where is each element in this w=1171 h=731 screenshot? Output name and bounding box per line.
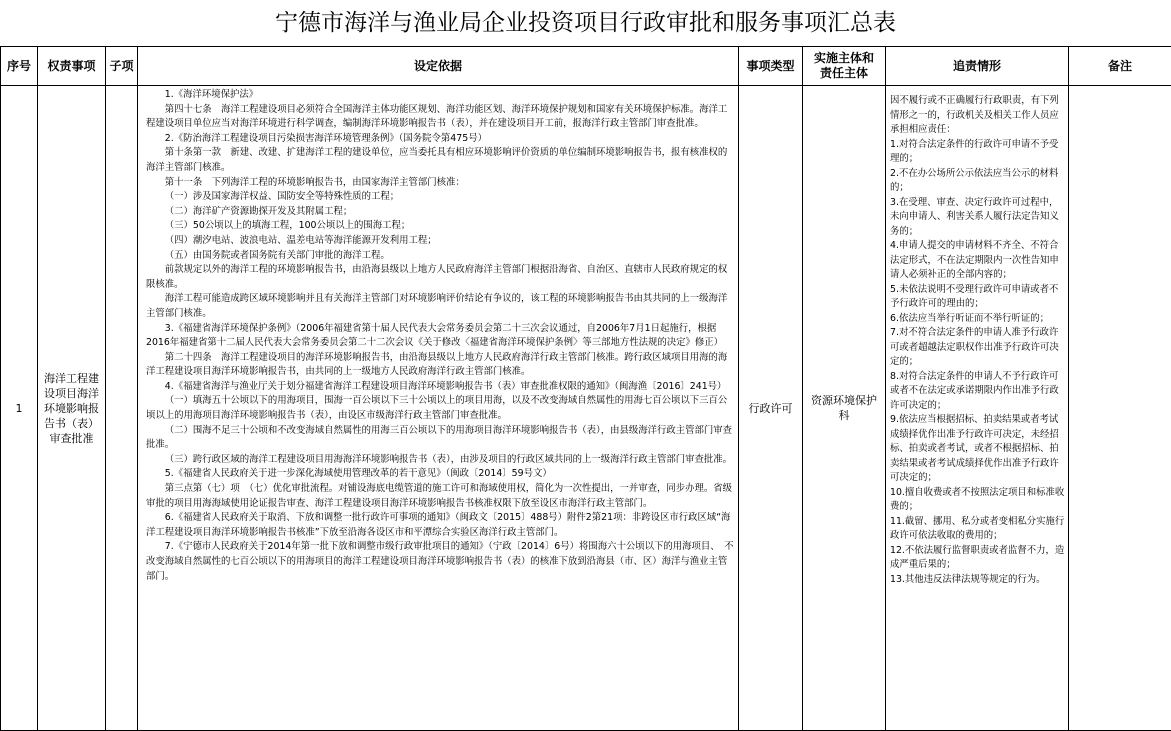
basis-line: （三）50公顷以上的填海工程，100公顷以上的围海工程； bbox=[146, 219, 734, 234]
basis-line: 前款规定以外的海洋工程的环境影响报告书，由沿海县级以上地方人民政府海洋主管部门根据沿海省、自治区、直辖市人民政府规定的权限核准。 bbox=[146, 263, 734, 292]
basis-line: 5.《福建省人民政府关于进一步深化海域使用管理改革的若干意见》（闽政〔2014〕59号文） bbox=[146, 467, 734, 482]
header-type: 事项类型 bbox=[739, 47, 803, 86]
cell-matter: 海洋工程建设项目海洋环境影响报告书（表）审查批准 bbox=[38, 86, 106, 731]
basis-line: 6.《福建省人民政府关于取消、下放和调整一批行政许可事项的通知》（闽政文〔2015〕488号）附件2第21项：非跨设区市行政区域“海洋工程建设项目海洋环境影响报告书核准”下放至沿海各设区市和平潭综合实验区海洋行政主管部门。 bbox=[146, 511, 734, 540]
basis-line: （五）由国务院或者国务院有关部门审批的海洋工程。 bbox=[146, 249, 734, 264]
accountability-line: 9.依法应当根据招标、拍卖结果或者考试成绩择优作出准予行政许可决定，未经招标、拍卖或者考试，或者不根据招标、拍卖结果或者考试成绩择优作出准予行政许可决定的； bbox=[890, 413, 1066, 486]
basis-line: （四）潮汐电站、波浪电站、温差电站等海洋能源开发利用工程； bbox=[146, 234, 734, 249]
accountability-line: 6.依法应当举行听证而不举行听证的； bbox=[890, 312, 1066, 327]
header-accountability: 追责情形 bbox=[886, 47, 1069, 86]
summary-table bbox=[0, 46, 1171, 731]
accountability-line: 因不履行或不正确履行行政职责，有下列情形之一的，行政机关及相关工作人员应承担相应责任： bbox=[890, 94, 1066, 138]
header-basis: 设定依据 bbox=[138, 47, 739, 86]
accountability-line: 11.截留、挪用、私分或者变相私分实施行政许可依法收取的费用的； bbox=[890, 515, 1066, 544]
cell-notes bbox=[1069, 86, 1171, 731]
cell-sub bbox=[106, 86, 138, 731]
basis-line: 第四十七条 海洋工程建设项目必须符合全国海洋主体功能区规划、海洋功能区划、海洋环境保护规划和国家有关环境保护标准。海洋工程建设项目单位应当对海洋环境进行科学调查，编制海洋环境影响报告书（表），并在建设项目开工前，报海洋行政主管部门审查批准。 bbox=[146, 103, 734, 132]
accountability-line: 10.擅自收费或者不按照法定项目和标准收费的； bbox=[890, 486, 1066, 515]
basis-line: （二）海洋矿产资源勘探开发及其附属工程； bbox=[146, 205, 734, 220]
basis-line: 第二十四条 海洋工程建设项目的海洋环境影响报告书，由沿海县级以上地方人民政府海洋行政主管部门核准。跨行政区域项目用海的海洋工程建设项目海洋环境影响报告书，由共同的上一级地方人民政府海洋行政主管部门核准。 bbox=[146, 351, 734, 380]
accountability-line: 7.对不符合法定条件的申请人准予行政许可或者超越法定职权作出准予行政许可决定的； bbox=[890, 326, 1066, 370]
basis-line: 1.《海洋环境保护法》 bbox=[146, 88, 734, 103]
table-row bbox=[1, 86, 1171, 731]
accountability-line: 13.其他违反法律法规等规定的行为。 bbox=[890, 573, 1066, 588]
basis-line: （二）围海不足三十公顷和不改变海域自然属性的用海三百公顷以下的用海项目海洋环境影响报告书（表），由县级海洋行政主管部门审查批准。 bbox=[146, 424, 734, 453]
basis-line: （三）跨行政区域的海洋工程建设项目用海海洋环境影响报告书（表），由涉及项目的行政区域共同的上一级海洋行政主管部门审查批准。 bbox=[146, 453, 734, 468]
header-seq: 序号 bbox=[1, 47, 38, 86]
basis-line: 7.《宁德市人民政府关于2014年第一批下放和调整市级行政审批项目的通知》（宁政〔2014〕6号）将围海六十公顷以下的用海项目、 不改变海域自然属性的七百公顷以下的用海项目的海洋工程建设项目海洋环境影响报告书（表）的核准下放到沿海县（市、区）海洋与渔业主管部门。 bbox=[146, 540, 734, 584]
header-notes: 备注 bbox=[1069, 47, 1171, 86]
accountability-line: 12.不依法履行监督职责或者监督不力，造成严重后果的； bbox=[890, 544, 1066, 573]
accountability-line: 5.未依法说明不受理行政许可申请或者不予行政许可的理由的； bbox=[890, 283, 1066, 312]
basis-line: 海洋工程可能造成跨区域环境影响并且有关海洋主管部门对环境影响评价结论有争议的，该工程的环境影响报告书由其共同的上一级海洋主管部门核准。 bbox=[146, 292, 734, 321]
accountability-line: 4.申请人提交的申请材料不齐全、不符合法定形式，不在法定期限内一次性告知申请人必须补正的全部内容的； bbox=[890, 239, 1066, 283]
basis-line: 4.《福建省海洋与渔业厅关于划分福建省海洋工程建设项目海洋环境影响报告书（表）审查批准权限的通知》（闽海渔〔2016〕241号） bbox=[146, 380, 734, 395]
basis-line: 第十一条 下列海洋工程的环境影响报告书，由国家海洋主管部门核准： bbox=[146, 176, 734, 191]
accountability-line: 3.在受理、审查、决定行政许可过程中，未向申请人、利害关系人履行法定告知义务的； bbox=[890, 196, 1066, 240]
basis-line: （一）填海五十公顷以下的用海项目，围海一百公顷以下三十公顷以上的项目用海，以及不改变海域自然属性的用海七百公顷以下三百公顷以上的用海项目海洋环境影响报告书（表），由设区市级海洋行政主管部门审查批准。 bbox=[146, 394, 734, 423]
basis-line: 2.《防治海洋工程建设项目污染损害海洋环境管理条例》（国务院令第475号） bbox=[146, 132, 734, 147]
accountability-line: 2.不在办公场所公示依法应当公示的材料的； bbox=[890, 167, 1066, 196]
accountability-line: 1.对符合法定条件的行政许可申请不予受理的； bbox=[890, 138, 1066, 167]
cell-seq: 1 bbox=[1, 86, 38, 731]
cell-basis bbox=[138, 86, 739, 731]
header-agency: 实施主体和责任主体 bbox=[803, 47, 886, 86]
basis-line: （一）涉及国家海洋权益、国防安全等特殊性质的工程； bbox=[146, 190, 734, 205]
accountability-line: 8.对符合法定条件的申请人不予行政许可或者不在法定或承诺期限内作出准予行政许可决定的； bbox=[890, 370, 1066, 414]
header-sub: 子项 bbox=[106, 47, 138, 86]
header-matter: 权责事项 bbox=[38, 47, 106, 86]
header-row bbox=[1, 47, 1171, 86]
basis-line: 3.《福建省海洋环境保护条例》（2006年福建省第十届人民代表大会常务委员会第二十三次会议通过，自2006年7月1日起施行，根据2016年福建省第十二届人民代表大会常务委员会第二十二次会议《关于修改〈福建省海洋环境保护条例〉等三部地方性法规的决定》修正） bbox=[146, 322, 734, 351]
cell-agency: 资源环境保护科 bbox=[803, 86, 886, 731]
page-title: 宁德市海洋与渔业局企业投资项目行政审批和服务事项汇总表 bbox=[0, 0, 1171, 46]
cell-type: 行政许可 bbox=[739, 86, 803, 731]
basis-line: 第三点第（七）项 （七）优化审批流程。对铺设海底电缆管道的施工许可和海域使用权，简化为一次性提出，一并审查，同步办理。省级审批的项目用海海域使用论证报告审查、海洋工程建设项目海洋环境影响报告书核准权限下放至设区市海洋行政主管部门。 bbox=[146, 482, 734, 511]
basis-line: 第十条第一款 新建、改建、扩建海洋工程的建设单位，应当委托具有相应环境影响评价资质的单位编制环境影响报告书，报有核准权的海洋主管部门核准。 bbox=[146, 146, 734, 175]
cell-accountability bbox=[886, 86, 1069, 731]
